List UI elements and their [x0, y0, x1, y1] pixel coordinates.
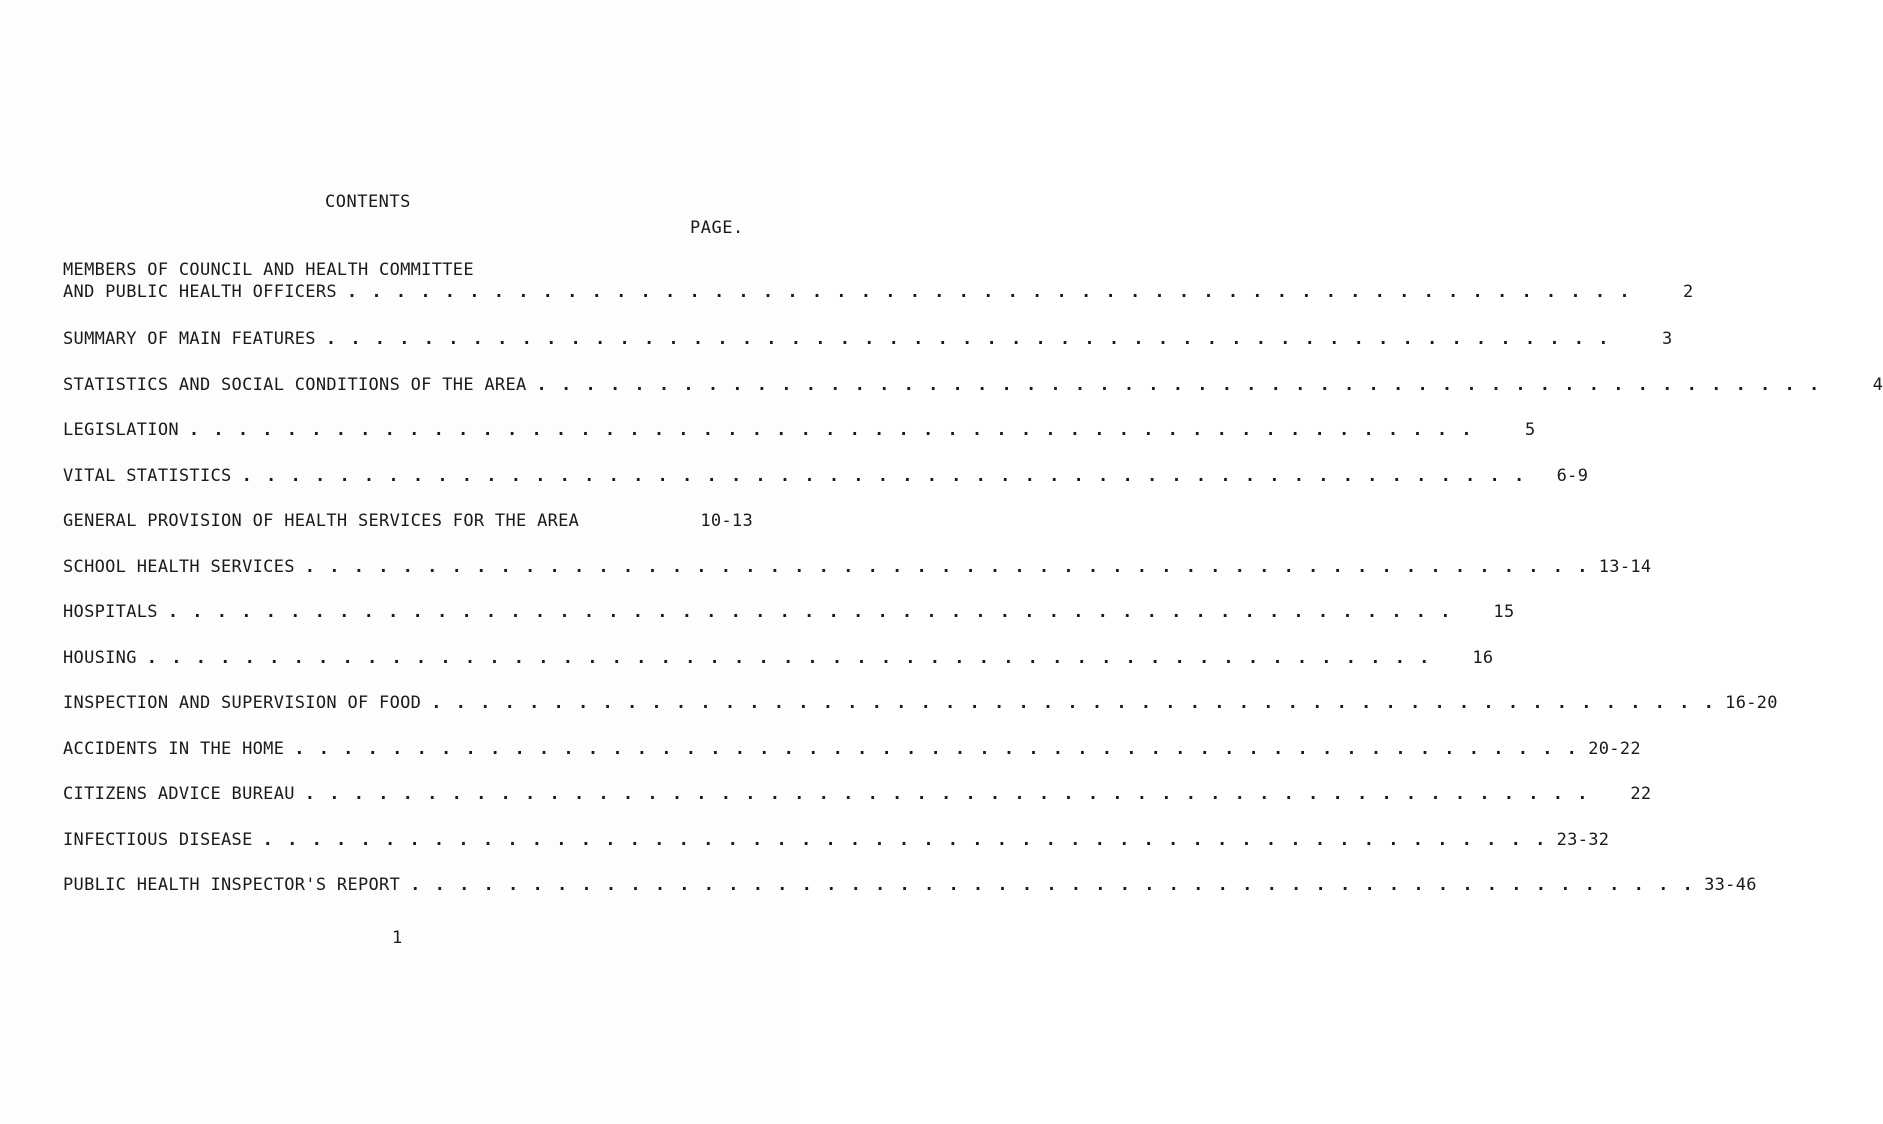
toc-entry-label: GENERAL PROVISION OF HEALTH SERVICES FOR THE AREA — [63, 511, 580, 531]
toc-entry-page: 6-9 — [1556, 466, 1589, 486]
toc-entry-label: CITIZENS ADVICE BUREAU — [63, 784, 295, 804]
toc-entry-page: 33-46 — [1704, 875, 1757, 895]
page-number: 1 — [392, 928, 403, 948]
toc-entry-page: 16-20 — [1725, 693, 1778, 713]
toc-entry-label: SUMMARY OF MAIN FEATURES — [63, 329, 316, 349]
dot-leader: . . . . . . . . . . . . . . . . . . . . . . . . . . . . . . . . . . . . . . . . . . . . . . . . . . . . . — [410, 875, 1695, 895]
toc-entry-citizens-advice[interactable] — [63, 783, 1652, 805]
toc-entry-label: AND PUBLIC HEALTH OFFICERS — [63, 282, 337, 302]
toc-entry-label: HOUSING — [63, 648, 137, 668]
toc-entry-page: 5 — [1525, 420, 1536, 440]
dot-leader: . . . . . . . . . . . . . . . . . . . . . . . . . . . . . . . . . . . . . . . . . . . . . . . . . . . . . — [262, 830, 1548, 850]
toc-entry-page: 20-22 — [1588, 739, 1641, 759]
toc-entry-page: 10-13 — [700, 511, 753, 531]
toc-entry-label: STATISTICS AND SOCIAL CONDITIONS OF THE AREA — [63, 375, 527, 395]
toc-entry-page: 2 — [1683, 282, 1694, 302]
toc-entry-summary[interactable] — [63, 328, 1673, 350]
toc-entry-label: INFECTIOUS DISEASE — [63, 830, 253, 850]
toc-entry-infectious-disease[interactable] — [63, 829, 1610, 851]
toc-entry-general-provision[interactable] — [63, 510, 753, 532]
dot-leader: . . . . . . . . . . . . . . . . . . . . . . . . . . . . . . . . . . . . . . . . . . . . . . . . . . . . . — [431, 693, 1716, 713]
toc-entry-vital-statistics[interactable] — [63, 465, 1589, 487]
toc-entry-page: 23-32 — [1556, 830, 1610, 850]
toc-entry-page: 13-14 — [1598, 557, 1652, 577]
toc-entry-inspector-report[interactable] — [63, 874, 1757, 896]
toc-entry-label: VITAL STATISTICS — [63, 466, 232, 486]
toc-entry-page: 15 — [1493, 602, 1515, 622]
dot-leader: . . . . . . . . . . . . . . . . . . . . . . . . . . . . . . . . . . . . . . . . . . . . . . . . . . . . . — [167, 602, 1453, 622]
toc-entry-page: 16 — [1472, 648, 1494, 668]
toc-entry-members[interactable] — [63, 259, 1694, 303]
toc-entry-page: 3 — [1661, 329, 1673, 349]
toc-entry-accidents[interactable] — [63, 738, 1641, 760]
dot-leader: . . . . . . . . . . . . . . . . . . . . . . . . . . . . . . . . . . . . . . . . . . . . . . . . . . . . . — [146, 648, 1432, 668]
toc-entry-label: LEGISLATION — [63, 420, 179, 440]
page-column-header: PAGE. — [690, 218, 744, 238]
dot-leader: . . . . . . . . . . . . . . . . . . . . . . . . . . . . . . . . . . . . . . . . . . . . . . . . . . . . . — [304, 557, 1590, 577]
dot-leader: . . . . . . . . . . . . . . . . . . . . . . . . . . . . . . . . . . . . . . . . . . . . . . . . . . . . . — [304, 784, 1590, 804]
toc-entry-label: HOSPITALS — [63, 602, 158, 622]
toc-entry-hospitals[interactable] — [63, 601, 1515, 623]
toc-entry-page: 22 — [1630, 784, 1652, 804]
page-title: CONTENTS — [325, 192, 411, 212]
toc-entry-label: ACCIDENTS IN THE HOME — [63, 739, 285, 759]
dot-leader: . . . . . . . . . . . . . . . . . . . . . . . . . . . . . . . . . . . . . . . . . . . . . . . . . . . . . — [188, 420, 1474, 440]
dot-leader: . . . . . . . . . . . . . . . . . . . . . . . . . . . . . . . . . . . . . . . . . . . . . . . . . . . . . — [536, 375, 1822, 395]
toc-entry-label: SCHOOL HEALTH SERVICES — [63, 557, 295, 577]
dot-leader: . . . . . . . . . . . . . . . . . . . . . . . . . . . . . . . . . . . . . . . . . . . . . . . . . . . . . — [325, 329, 1611, 349]
toc-entry-first-line: MEMBERS OF COUNCIL AND HEALTH COMMITTEE — [63, 260, 474, 280]
toc-entry-legislation[interactable] — [63, 419, 1536, 441]
toc-entry-statistics[interactable] — [63, 374, 1883, 396]
toc-entry-label: INSPECTION AND SUPERVISION OF FOOD — [63, 693, 422, 713]
dot-leader: . . . . . . . . . . . . . . . . . . . . . . . . . . . . . . . . . . . . . . . . . . . . . . . . . . . . . — [294, 739, 1579, 759]
dot-leader: . . . . . . . . . . . . . . . . . . . . . . . . . . . . . . . . . . . . . . . . . . . . . . . . . . . . . — [241, 466, 1527, 486]
toc-entry-food-inspection[interactable] — [63, 692, 1778, 714]
toc-entry-housing[interactable] — [63, 647, 1494, 669]
toc-entry-label: PUBLIC HEALTH INSPECTOR'S REPORT — [63, 875, 401, 895]
toc-entry-school-health[interactable] — [63, 556, 1652, 578]
dot-leader: . . . . . . . . . . . . . . . . . . . . . . . . . . . . . . . . . . . . . . . . . . . . . . . . . . . . . — [346, 282, 1632, 302]
toc-entry-page: 4 — [1872, 375, 1883, 395]
